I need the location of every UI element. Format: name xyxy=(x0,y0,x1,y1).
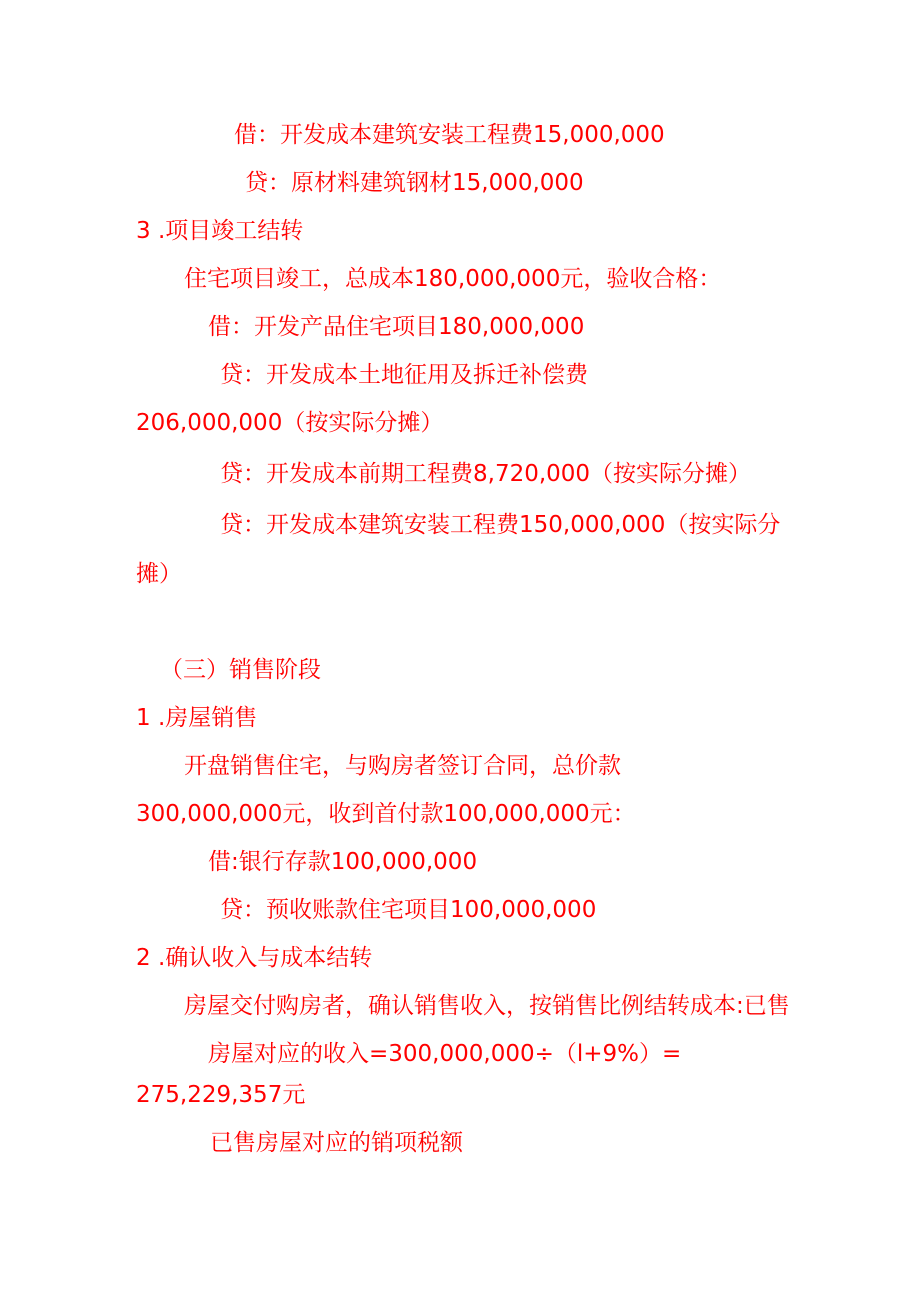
journal-credit-raw-materials: 贷：原材料建筑钢材15,000,000 xyxy=(245,170,584,196)
journal-debit-construction-cost: 借：开发成本建筑安装工程费15,000,000 xyxy=(234,122,665,148)
section-heading-project-completion: 3 .项目竣工结转 xyxy=(136,218,304,244)
section-heading-sales-stage: （三）销售阶段 xyxy=(160,657,321,683)
journal-credit-construction-cost: 贷：开发成本建筑安装工程费150,000,000（按实际分 xyxy=(220,512,781,538)
journal-debit-bank-deposit: 借:银行存款100,000,000 xyxy=(208,849,478,875)
section-heading-house-sales: 1 .房屋销售 xyxy=(136,705,258,731)
paragraph-sales-amounts: 300,000,000元，收到首付款100,000,000元： xyxy=(136,801,636,827)
journal-debit-development-product: 借：开发产品住宅项目180,000,000 xyxy=(208,314,585,340)
paragraph-revenue-result: 275,229,357元 xyxy=(136,1082,306,1108)
paragraph-revenue-formula: 房屋对应的收入=300,000,000÷（l+9%）= xyxy=(208,1041,682,1067)
paragraph-completion-summary: 住宅项目竣工，总成本180,000,000元，验收合格： xyxy=(184,266,722,292)
journal-credit-land-cost: 贷：开发成本土地征用及拆迁补偿费 xyxy=(220,362,588,388)
paragraph-output-vat: 已售房屋对应的销项税额 xyxy=(210,1130,463,1156)
journal-credit-land-cost-amount: 206,000,000（按实际分摊） xyxy=(136,410,444,436)
paragraph-revenue-recognition: 房屋交付购房者，确认销售收入，按销售比例结转成本:已售 xyxy=(184,993,790,1019)
paragraph-sales-contract: 开盘销售住宅，与购房者签订合同，总价款 xyxy=(184,753,621,779)
section-heading-revenue-recognition: 2 .确认收入与成本结转 xyxy=(136,945,373,971)
journal-credit-advance-receipts: 贷：预收账款住宅项目100,000,000 xyxy=(220,897,597,923)
journal-credit-preliminary-cost: 贷：开发成本前期工程费8,720,000（按实际分摊） xyxy=(220,461,752,487)
journal-credit-construction-cost-continued: 摊） xyxy=(136,561,182,587)
